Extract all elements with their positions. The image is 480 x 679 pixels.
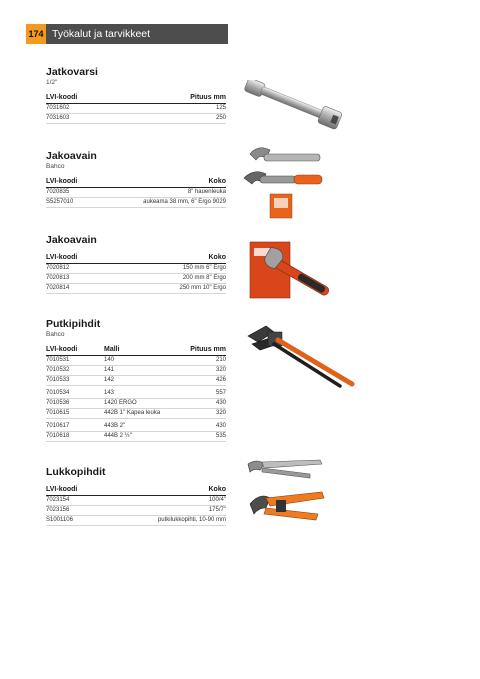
table-row bbox=[46, 284, 226, 294]
model-cell: 1420 ERGO bbox=[104, 399, 179, 409]
product-table bbox=[46, 93, 226, 124]
page-header bbox=[26, 24, 228, 44]
column-header: LVI-koodi bbox=[46, 253, 119, 264]
column-header: LVI-koodi bbox=[46, 345, 104, 356]
column-header: Malli bbox=[104, 345, 179, 356]
table-row bbox=[46, 422, 226, 432]
table-row bbox=[46, 264, 226, 274]
section-subtitle: Bahco bbox=[46, 331, 65, 338]
code-cell: 7020813 bbox=[46, 274, 119, 284]
value-cell: putkilukkopihti, 10-90 mm bbox=[103, 516, 226, 526]
table-row bbox=[46, 496, 226, 506]
value-cell: 426 bbox=[179, 376, 226, 386]
column-header: Pituus mm bbox=[179, 345, 226, 356]
section-title: Putkipihdit bbox=[46, 318, 101, 330]
section-title: Jatkovarsi bbox=[46, 66, 98, 78]
column-header: LVI-koodi bbox=[46, 485, 103, 496]
model-cell: 140 bbox=[104, 356, 179, 366]
column-header: Koko bbox=[103, 485, 226, 496]
code-cell: 7031602 bbox=[46, 104, 130, 114]
product-table bbox=[46, 177, 226, 208]
product-table bbox=[46, 485, 226, 526]
code-cell: 7010617 bbox=[46, 422, 104, 432]
value-cell: 557 bbox=[179, 389, 226, 399]
section-lukkopihdit bbox=[46, 466, 226, 526]
code-cell: 7031603 bbox=[46, 114, 130, 124]
value-cell: 535 bbox=[179, 432, 226, 442]
code-cell: S5257010 bbox=[46, 198, 95, 208]
value-cell: 150 mm 6" Ergo bbox=[119, 264, 226, 274]
product-table bbox=[46, 253, 226, 294]
table-row bbox=[46, 274, 226, 284]
section-jakoavain bbox=[46, 234, 226, 294]
adjustable-wrench-image bbox=[240, 142, 330, 222]
code-cell: 7023156 bbox=[46, 506, 103, 516]
table-row bbox=[46, 366, 226, 376]
extension-bar-image bbox=[238, 80, 348, 130]
code-cell: 7010533 bbox=[46, 376, 104, 386]
column-header: LVI-koodi bbox=[46, 93, 130, 104]
table-row bbox=[46, 516, 226, 526]
table-row bbox=[46, 198, 226, 208]
value-cell: 320 bbox=[179, 366, 226, 376]
value-cell: 125 bbox=[130, 104, 226, 114]
code-cell: S1001106 bbox=[46, 516, 103, 526]
section-jatkovarsi bbox=[46, 66, 226, 124]
section-jakoavain-bahco bbox=[46, 150, 226, 208]
section-putkipihdit bbox=[46, 318, 226, 442]
model-cell: 143 bbox=[104, 389, 179, 399]
pipe-wrench-image bbox=[244, 314, 356, 390]
column-header: LVI-koodi bbox=[46, 177, 95, 188]
code-cell: 7010531 bbox=[46, 356, 104, 366]
table-row bbox=[46, 188, 226, 198]
code-cell: 7010615 bbox=[46, 409, 104, 419]
value-cell: 8" hauenleuka bbox=[95, 188, 226, 198]
column-header: Koko bbox=[95, 177, 226, 188]
table-row bbox=[46, 506, 226, 516]
value-cell: 100/4" bbox=[103, 496, 226, 506]
code-cell: 7020814 bbox=[46, 284, 119, 294]
section-title: Lukkopihdit bbox=[46, 466, 106, 478]
table-row bbox=[46, 432, 226, 442]
table-row bbox=[46, 409, 226, 419]
code-cell: 7010536 bbox=[46, 399, 104, 409]
table-row bbox=[46, 104, 226, 114]
value-cell: 430 bbox=[179, 422, 226, 432]
code-cell: 7023154 bbox=[46, 496, 103, 506]
code-cell: 7020812 bbox=[46, 264, 119, 274]
column-header: Pituus mm bbox=[130, 93, 226, 104]
section-subtitle: Bahco bbox=[46, 163, 65, 170]
value-cell: 210 bbox=[179, 356, 226, 366]
model-cell: 142 bbox=[104, 376, 179, 386]
column-header: Koko bbox=[119, 253, 226, 264]
value-cell: 320 bbox=[179, 409, 226, 419]
value-cell: 250 mm 10" Ergo bbox=[119, 284, 226, 294]
value-cell: 175/7" bbox=[103, 506, 226, 516]
locking-pliers-image bbox=[240, 452, 330, 532]
table-row bbox=[46, 399, 226, 409]
table-row bbox=[46, 356, 226, 366]
page-title: Työkalut ja tarvikkeet bbox=[46, 24, 228, 44]
page-number: 174 bbox=[26, 24, 46, 44]
value-cell: 200 mm 8" Ergo bbox=[119, 274, 226, 284]
section-title: Jakoavain bbox=[46, 234, 97, 246]
code-cell: 7010534 bbox=[46, 389, 104, 399]
value-cell: 430 bbox=[179, 399, 226, 409]
model-cell: 444B 2 ½" bbox=[104, 432, 179, 442]
model-cell: 443B 2" bbox=[104, 422, 179, 432]
section-subtitle: 1/2" bbox=[46, 79, 58, 86]
table-row bbox=[46, 376, 226, 386]
model-cell: 141 bbox=[104, 366, 179, 376]
code-cell: 7010532 bbox=[46, 366, 104, 376]
model-cell: 442B 1" Kapea leuka bbox=[104, 409, 179, 419]
code-cell: 7020835 bbox=[46, 188, 95, 198]
section-title: Jakoavain bbox=[46, 150, 97, 162]
value-cell: aukeama 38 mm, 6" Ergo 9029 bbox=[95, 198, 226, 208]
product-table bbox=[46, 345, 226, 442]
value-cell: 250 bbox=[130, 114, 226, 124]
code-cell: 7010618 bbox=[46, 432, 104, 442]
table-row bbox=[46, 389, 226, 399]
table-row bbox=[46, 114, 226, 124]
ergo-wrench-image bbox=[246, 238, 336, 308]
